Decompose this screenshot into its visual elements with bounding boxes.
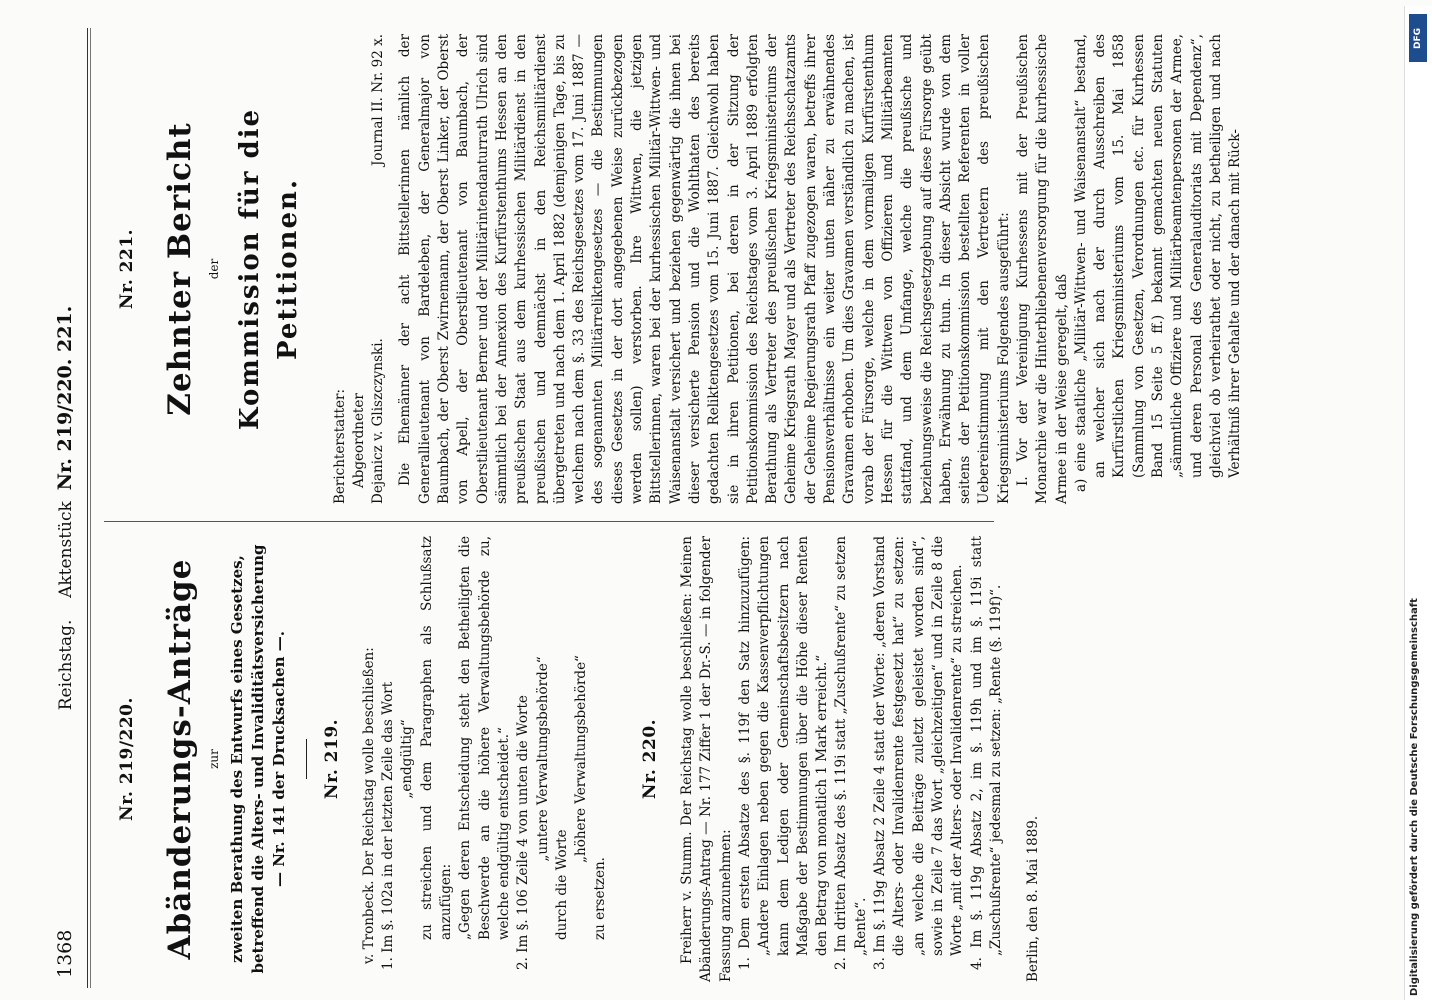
a219-intro: v. Tronbeck. Der Reichstag wolle beschließen: xyxy=(360,647,377,964)
amendment-title: Abänderungs-Anträge xyxy=(162,558,199,960)
a219-quote-3: „höhere Verwaltungsbehörde“ xyxy=(573,655,590,863)
funding-sidebar xyxy=(1404,6,1432,1000)
dfg-logo: DFG xyxy=(1409,14,1427,62)
a219-item-1b: zu streichen und dem Paragraphen als Schlußsatz anzufügen: xyxy=(418,536,455,940)
reporter-name: Dejanicz v. Gliszczynski. xyxy=(370,338,387,504)
nr-220: Nr. 220. xyxy=(639,718,660,800)
abgeordneter-label: Abgeordneter xyxy=(350,393,367,488)
left-column xyxy=(100,536,1043,982)
reporter-row xyxy=(369,34,388,504)
der-label: der xyxy=(207,258,222,280)
rotated-page xyxy=(40,0,1412,1000)
subtitle-line-2: betreffend die Alters- und Invaliditätsversicherung xyxy=(248,544,267,974)
right-column xyxy=(100,34,1246,504)
a219-item-2c: zu ersetzen. xyxy=(592,857,609,940)
a220-item-1: 1. Dem ersten Absatze des §. 119f den Satz hinzuzufügen: „Andere Einlagen neben gegen die Kassenverpflichtungen kann dem Ledigen oder Gemeinschaftsbesitzern nach Maßgabe der Bestimmungen über die Höhe dieser Renten den Betrag von monatlich 1 Mark erreicht.“ xyxy=(736,536,831,970)
page-header xyxy=(48,38,82,978)
page-number: 1368 xyxy=(54,929,76,978)
header-rule-2 xyxy=(90,28,91,988)
report-paragraph-1: Die Ehemänner der acht Bittstellerinnen nämlich der Generallieutenant von Bardeleben, der Generalmajor von Baumbach, der Oberst Zwirnemann, der Oberst Linker, der Oberst von Apell, der Oberstlieutenant von Baumbach, der Oberstlieutenant Berner und der Militärintendanturrath Ulrich sind sämmtlich bei der Annexion des Kurfürstenthums Hessen an den preußischen Staat aus dem kurhessischen Militärdienst in den preußischen und demnächst in den Reichsmilitärdienst übergetreten und nach dem 1. April 1882 (demjenigen Tage, bis zu welchem nach dem §. 33 des Reichsgesetzes vom 17. Juni 1887 — des sogenannten Militärreliktengesetzes — die Bestimmungen dieses Gesetzes in der dort angegebenen Weise zurückbezogen werden sollen) verstorben. Ihre Wittwen, die jetzigen Bittstellerinnen, waren bei der kurhessischen Militär-Wittwen- und Waisenanstalt versichert und beziehen gegenwärtig die ihnen bei dieser versicherte Pension und die Wohlthaten des bereits gedachten Reliktengesetzes vom 15. Juni 1887. Gleichwohl haben sie in ihren Petitionen, bei deren in der Sitzung der Petitionskommission des Reichstages vom 3. April 1889 erfolgten Berathung als Vertreter des preußischen Kriegsministeriums der Geheime Kriegsrath Mayer und als Vertreter des Reichsschatzamts der Geheime Regierungsrath Pfaff zugezogen waren, betreffs ihrer Pensionsverhältnisse ein weiter unten näher zu erwähnendes Gravamen erhoben. Um dies Gravamen verständlich zu machen, ist vorab der Fürsorge, welche in dem vormaligen Kurfürstenthum Hessen für die Wittwen von Offizieren und Militärbeamten stattfand, und dem Umfange, welche die preußische und beziehungsweise die Reichsgesetzgebung auf diese Fürsorge geübt haben, Erwähnung zu thun. In dieser Absicht wurde von dem seitens der Petitionskommission bestellten Referenten in voller Uebereinstimmung mit den Vertretern des preußischen Kriegsministeriums Folgendes ausgeführt: xyxy=(397,34,1012,504)
header-title xyxy=(54,38,76,978)
a219-item-1: 1. Im §. 102a in der letzten Zeile das Wort xyxy=(380,681,397,970)
header-left: Reichstag. xyxy=(56,619,76,711)
funding-note: Digitalisierung gefördert durch die Deutsche Forschungsgemeinschaft xyxy=(1409,598,1420,996)
a219-quote-2: „untere Verwaltungsbehörde“ xyxy=(534,656,551,862)
commission-title: Kommission für die Petitionen. xyxy=(234,107,303,431)
a219-item-2b: durch die Worte xyxy=(553,829,570,940)
a219-item-1c: „Gegen deren Entscheidung steht den Betheiligten die Beschwerde an die höhere Verwaltungsbehörde zu, welche endgültig entscheidet.“ xyxy=(457,536,512,940)
report-paragraph-3: a) eine staatliche „Militär-Wittwen- und Waisenanstalt“ bestand, an welcher sich nach der durch Ausschreiben des Kurfürstlichen Kriegsministeriums vom 15. Mai 1858 (Sammlung von Gesetzen, Verordnungen etc. für Kurhessen Band 15 Seite 5 ff.) bekannt gemachten neuen Statuten „sämmtliche Offiziere und Militärbeamtenpersonen der Armee, und deren Personal des Generalauditoriats mit Dependenz“, gleichviel ob verheirathet oder nicht, zu betheiligen und nach Verhältniß ihrer Gehalte und der danach mit Rück- xyxy=(1072,34,1244,492)
a220-item-2: 2. Im dritten Absatz des §. 119i statt „Zuschußrente“ zu setzen „Rente“. xyxy=(833,536,869,970)
nr-221: Nr. 221. xyxy=(117,228,137,310)
subtitle-line-1: zweiten Berathung des Entwurfs eines Gesetzes, xyxy=(227,555,246,963)
a219-quote-1: „endgültig“ xyxy=(399,719,416,799)
a220-item-3: 3. Im §. 119g Absatz 2 Zeile 4 statt der Worte: „deren Vorstand die Alters- oder Invalidenrente festgesetzt hat“ zu setzen: „an welche die Beiträge zuletzt geleistet worden sind“, sowie in Zeile 7 das Wort „gleichzeitigen“ und in Zeile 8 die Worte „mit der Alters- oder Invalidenrente“ zu streichen. xyxy=(872,536,966,970)
header-number: Nr. 219/220. 221. xyxy=(54,305,76,491)
header-center: Aktenstück xyxy=(56,501,76,598)
nr-219-220: Nr. 219/220. xyxy=(117,697,137,821)
a220-intro: Freiherr v. Stumm. Der Reichstag wolle beschließen: Meinen Abänderungs-Antrag — Nr. 177 Ziffer 1 der Dr.-S. — in folgender Fassung anzunehmen: xyxy=(679,536,734,982)
date-line: Berlin, den 8. Mai 1889. xyxy=(1025,815,1042,982)
subtitle-line-3: — Nr. 141 der Drucksachen —. xyxy=(269,630,288,888)
a219-item-2: 2. Im §. 106 Zeile 4 von unten die Worte xyxy=(515,695,532,970)
divider xyxy=(306,739,307,779)
a220-item-4: 4. Im §. 119g Absatz 2, im §. 119h und im §. 119i statt „Zuschußrente“ jedesmal zu setzen: „Rente (§. 119f)“. xyxy=(968,536,1004,970)
berichterstatter-label: Berichterstatter: xyxy=(331,388,348,504)
header-rule xyxy=(87,28,88,988)
report-paragraph-2: I. Vor der Vereinigung Kurhessens mit der Preußischen Monarchie war die Hinterbliebenenversorgung für die kurhessische Armee in der Weise geregelt, daß xyxy=(1014,34,1070,504)
column-separator xyxy=(104,521,994,522)
report-title: Zehnter Bericht xyxy=(162,122,199,416)
zur-label: zur xyxy=(207,749,222,769)
nr-219: Nr. 219. xyxy=(321,718,342,800)
journal-number: Journal II. Nr. 92 x. xyxy=(370,34,387,167)
